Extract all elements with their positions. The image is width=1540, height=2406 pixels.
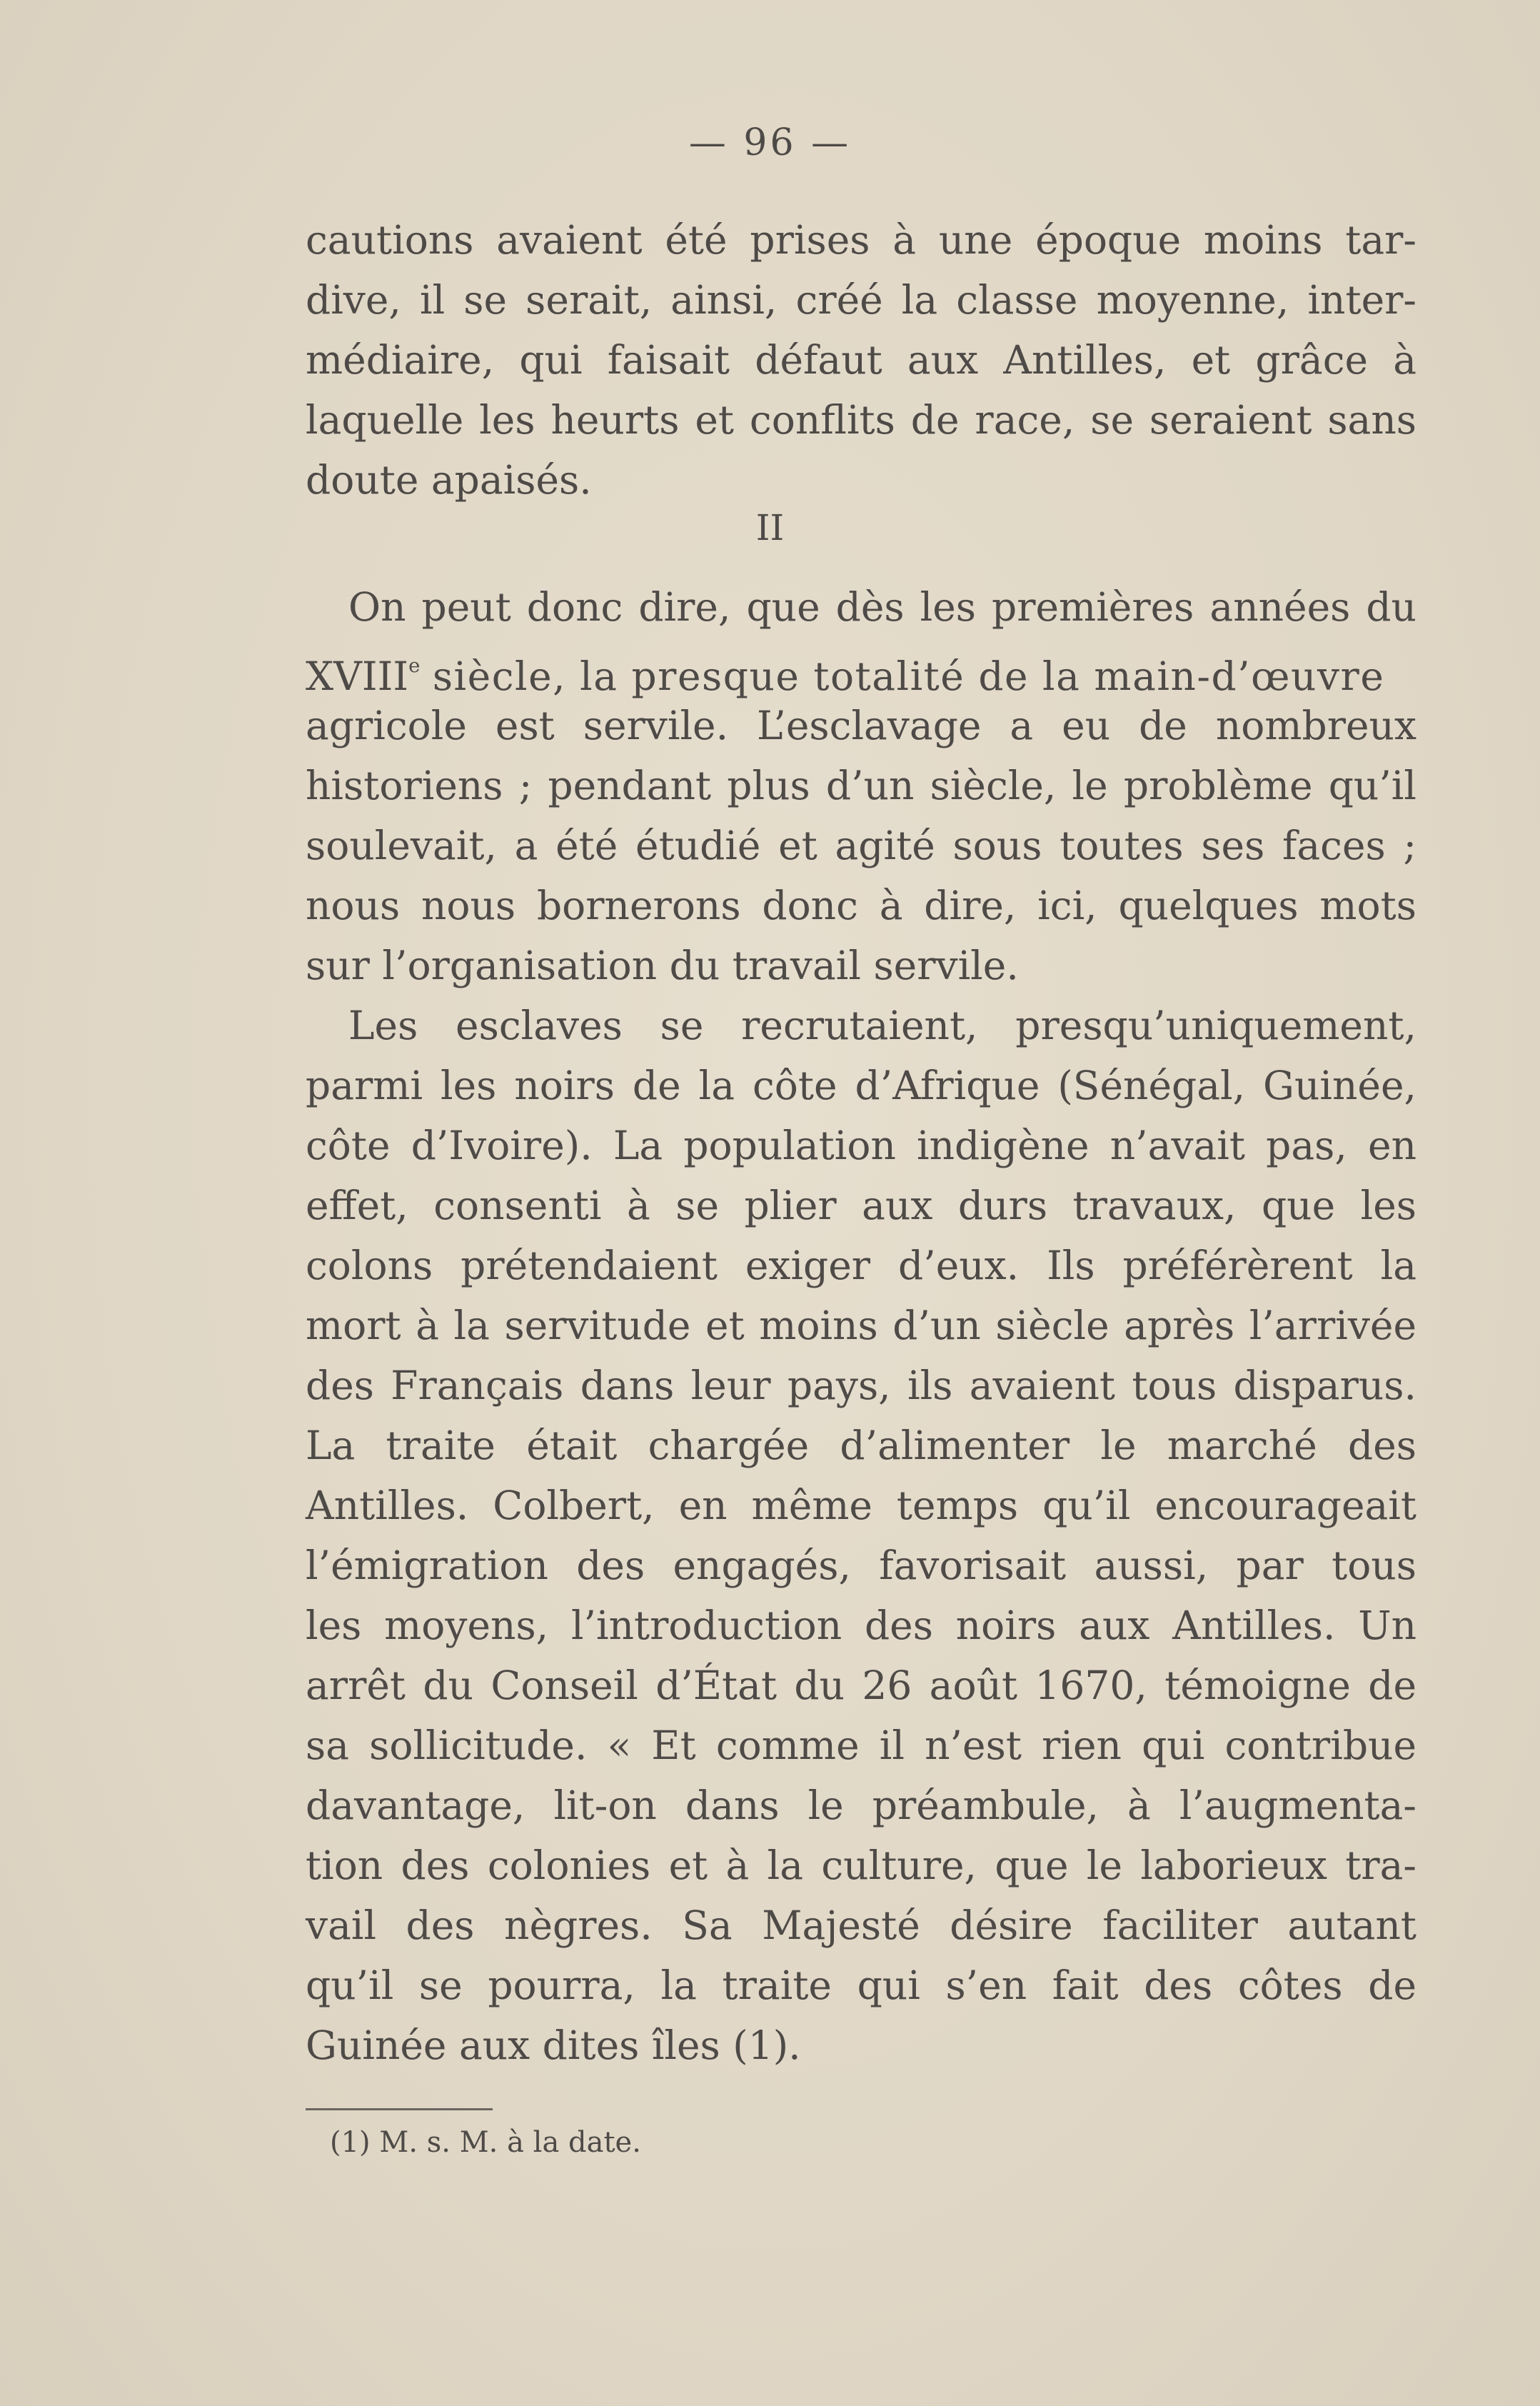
text-line: l’émigration des engagés, favorisait aussi, par tous (306, 1543, 1416, 1588)
text-line: les moyens, l’introduction des noirs aux Antilles. Un (306, 1603, 1416, 1648)
text-line: médiaire, qui faisait défaut aux Antilles, et grâce à (306, 337, 1416, 383)
text-line: sur l’organisation du travail servile. (306, 943, 1019, 988)
superscript-e: e (408, 654, 421, 677)
text-line: cautions avaient été prises à une époque moins tar- (306, 217, 1416, 263)
text-line-remainder: siècle, la presque totalité de la main-d’œuvre (432, 653, 1385, 699)
text-line: sa sollicitude. « Et comme il n’est rien qui contribue (306, 1723, 1416, 1768)
text-line: colons prétendaient exiger d’eux. Ils préférèrent la (306, 1243, 1416, 1288)
text-line-with-superscript (306, 636, 1416, 699)
text-line: Les esclaves se recrutaient, presqu’uniquement, (348, 1003, 1416, 1048)
text-line: doute apaisés. (306, 457, 592, 503)
footnote: (1) M. s. M. à la date. (330, 2126, 641, 2159)
text-line: Guinée aux dites îles (1). (306, 2022, 801, 2068)
text-line: dive, il se serait, ainsi, créé la classe moyenne, inter- (306, 277, 1416, 323)
footnote-divider (306, 2108, 493, 2110)
text-line: des Français dans leur pays, ils avaient tous disparus. (306, 1363, 1416, 1408)
text-line: agricole est servile. L’esclavage a eu de nombreux (306, 703, 1416, 748)
text-line: On peut donc dire, que dès les premières années du (348, 584, 1416, 630)
text-line: parmi les noirs de la côte d’Afrique (Sénégal, Guinée, (306, 1063, 1416, 1108)
text-line: laquelle les heurts et conflits de race, se seraient sans (306, 397, 1416, 443)
text-line: davantage, lit-on dans le préambule, à l’augmenta- (306, 1783, 1416, 1828)
text-line: nous nous bornerons donc à dire, ici, quelques mots (306, 883, 1416, 928)
text-line: Antilles. Colbert, en même temps qu’il encourageait (306, 1483, 1416, 1528)
page-number: — 96 — (688, 121, 852, 164)
text-line: tion des colonies et à la culture, que le laborieux tra- (306, 1843, 1416, 1888)
text-line: soulevait, a été étudié et agité sous toutes ses faces ; (306, 823, 1416, 868)
text-line: effet, consenti à se plier aux durs travaux, que les (306, 1183, 1416, 1228)
text-line: côte d’Ivoire). La population indigène n’avait pas, en (306, 1123, 1416, 1168)
text-line: qu’il se pourra, la traite qui s’en fait des côtes de (306, 1963, 1416, 2008)
text-line: La traite était chargée d’alimenter le marché des (306, 1423, 1416, 1468)
text-line: historiens ; pendant plus d’un siècle, le problème qu’il (306, 763, 1416, 808)
century-roman-numeral: XVIII (306, 653, 409, 699)
section-number: II (755, 507, 785, 548)
text-line: mort à la servitude et moins d’un siècle après l’arrivée (306, 1303, 1416, 1348)
text-line: vail des nègres. Sa Majesté désire faciliter autant (306, 1903, 1416, 1948)
text-line: arrêt du Conseil d’État du 26 août 1670, témoigne de (306, 1663, 1416, 1708)
